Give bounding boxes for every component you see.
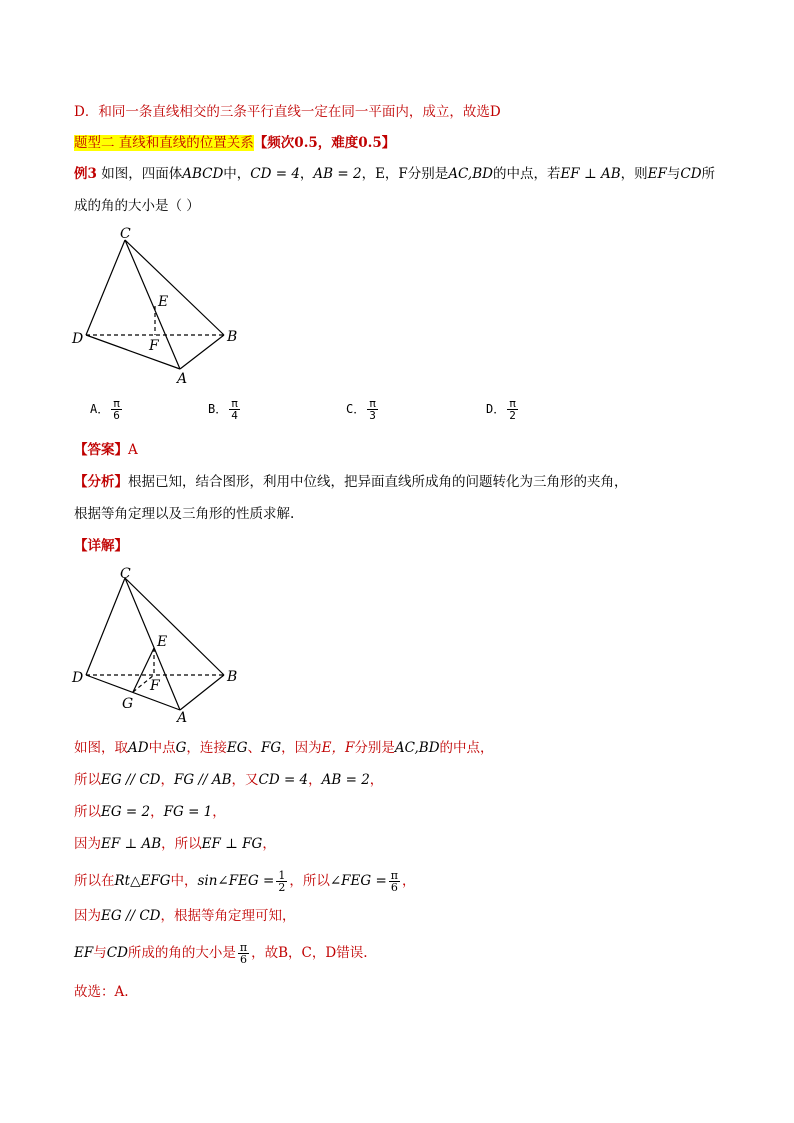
example-question-line1: 例3 如图，四面体ABCD中，CD = 4，AB = 2，E，F分别是AC,BD的中点，若EF ⊥ AB，则EF与CD所 — [74, 166, 716, 182]
choice-b[interactable]: B． $\frac{\pi}{4}$ — [208, 397, 238, 422]
answer-line — [74, 440, 138, 460]
solution-line2: 所以EG // CD，FG // AB，又CD = 4，AB = 2， — [74, 772, 384, 788]
solution-line7: EF与CD所成的角的大小是 $\frac{\pi}{6}$ ，故B，C，D错误. — [74, 941, 368, 966]
fig2-label-b: B — [227, 669, 238, 685]
solution-line4: 因为EF ⊥ AB，所以EF ⊥ FG， — [74, 836, 276, 852]
analysis-line1: 【分析】根据已知，结合图形，利用中位线，把异面直线所成角的问题转化为三角形的夹角， — [74, 474, 628, 490]
fig2-label-d: D — [72, 670, 84, 686]
fig2-label-e: E — [157, 634, 168, 650]
detail-tag: 【详解】 — [74, 538, 128, 554]
fig1-label-b: B — [227, 329, 238, 345]
answer-value: A — [128, 442, 138, 458]
choice-a[interactable]: A． $\frac{\pi}{6}$ — [90, 397, 120, 422]
analysis-line2: 根据等角定理以及三角形的性质求解. — [74, 506, 295, 522]
choice-c[interactable]: C． $\frac{\pi}{3}$ — [346, 397, 376, 422]
section-meta: 【频次0.5，难度0.5】 — [253, 135, 396, 151]
choice-d[interactable]: D． $\frac{\pi}{2}$ — [486, 397, 516, 422]
previous-answer-text: D．和同一条直线相交的三条平行直线一定在同一平面内，成立，故选D — [74, 104, 501, 120]
section-header — [74, 133, 395, 153]
fig1-label-e: E — [158, 294, 169, 310]
fig1-label-a: A — [177, 371, 188, 387]
fig2-label-c: C — [120, 566, 131, 582]
fig2-label-a: A — [177, 710, 188, 726]
example-label: 例3 — [74, 166, 97, 182]
section-title: 题型二 直线和直线的位置关系 — [74, 135, 254, 151]
solution-line3: 所以EG = 2，FG = 1， — [74, 804, 226, 820]
fig1-label-d: D — [72, 331, 84, 347]
fig1-label-f: F — [149, 338, 159, 354]
solution-line1: 如图，取AD中点G，连接EG、FG，因为E，F分别是AC,BD的中点， — [74, 740, 494, 756]
solution-line6: 因为EG // CD，根据等角定理可知， — [74, 908, 296, 924]
solution-line5: 所以在Rt△EFG中，sin∠FEG = $\frac{1}{2}$ ，所以∠FEG = $\frac{\pi}{6}$ ， — [74, 869, 416, 894]
fig2-label-g: G — [122, 696, 134, 712]
fig2-label-f: F — [150, 678, 160, 694]
tetrahedron-figure-1 — [60, 222, 260, 392]
tetrahedron-figure-2 — [60, 562, 260, 732]
example-question-line2: 成的角的大小是（ ） — [74, 198, 200, 214]
answer-tag: 【答案】 — [74, 442, 128, 458]
analysis-tag: 【分析】 — [74, 474, 128, 490]
fig1-label-c: C — [120, 226, 131, 242]
solution-line8: 故选：A. — [74, 984, 129, 1000]
